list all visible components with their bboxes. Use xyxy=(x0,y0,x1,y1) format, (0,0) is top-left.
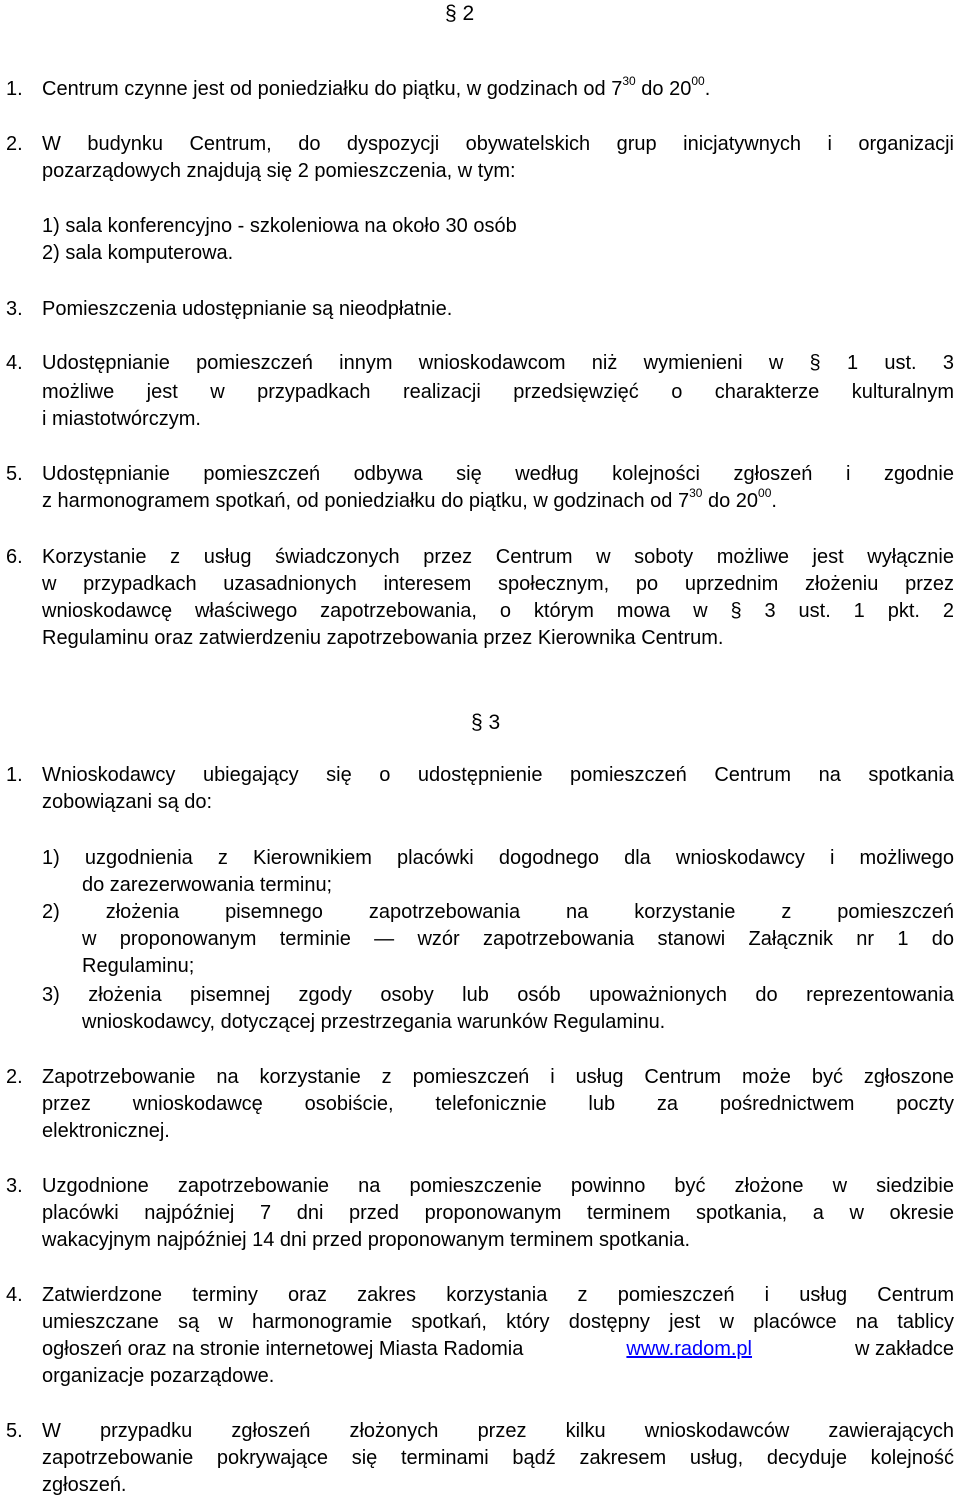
paragraph-line: Korzystanie z usług świadczonych przez Centrum w soboty możliwe jest wyłącznie xyxy=(42,546,954,568)
text-part: . xyxy=(704,78,711,100)
superscript: 30 xyxy=(689,486,703,501)
paragraph-line: Regulaminu oraz zatwierdzeniu zapotrzebowania przez Kierownika Centrum. xyxy=(42,627,724,649)
paragraph-line xyxy=(42,488,777,515)
text-part: w zakładce xyxy=(855,1338,954,1360)
list-item: 1) uzgodnienia z Kierownikiem placówki dogodnego dla wnioskodawcy i możliwego xyxy=(42,847,954,869)
paragraph-line: wnioskodawcę właściwego zapotrzebowania, o którym mowa w § 3 ust. 1 pkt. 2 xyxy=(42,600,954,622)
paragraph-number: 1. xyxy=(6,78,23,100)
list-item-continuation: w proponowanym terminie — wzór zapotrzebowania stanowi Załącznik nr 1 do xyxy=(82,928,954,950)
section-2-heading: § 2 xyxy=(445,2,475,25)
text-part: z harmonogramem spotkań, od poniedziałku do piątku, w godzinach od 7 xyxy=(42,490,690,512)
text-part: . xyxy=(771,490,777,512)
paragraph-number: 4. xyxy=(6,1284,23,1306)
section-3-heading: § 3 xyxy=(471,711,501,734)
paragraph-line: umieszczane są w harmonogramie spotkań, który dostępny jest w placówce na tablicy xyxy=(42,1311,954,1333)
paragraph-line: Pomieszczenia udostępnianie są nieodpłatnie. xyxy=(42,298,453,320)
paragraph-line: W budynku Centrum, do dyspozycji obywatelskich grup inicjatywnych i organizacji xyxy=(42,133,954,155)
text-part: ogłoszeń oraz na stronie internetowej Miasta Radomia xyxy=(42,1338,524,1360)
paragraph-line: Zapotrzebowanie na korzystanie z pomieszczeń i usług Centrum może być zgłoszone xyxy=(42,1066,954,1088)
paragraph-number: 5. xyxy=(6,1420,23,1442)
paragraph-line: Uzgodnione zapotrzebowanie na pomieszczenie powinno być złożone w siedzibie xyxy=(42,1175,954,1197)
paragraph-line: zobowiązani są do: xyxy=(42,791,213,813)
list-item-continuation: wnioskodawcy, dotyczącej przestrzegania warunków Regulaminu. xyxy=(82,1011,666,1033)
paragraph-number: 2. xyxy=(6,1066,23,1088)
paragraph-line: Udostępnianie pomieszczeń innym wnioskodawcom niż wymienieni w § 1 ust. 3 xyxy=(42,352,954,374)
paragraph-line: Udostępnianie pomieszczeń odbywa się według kolejności zgłoszeń i zgodnie xyxy=(42,463,954,485)
paragraph-number: 5. xyxy=(6,463,23,485)
paragraph-line: W przypadku zgłoszeń złożonych przez kilku wnioskodawców zawierających xyxy=(42,1420,954,1442)
list-item-continuation: Regulaminu; xyxy=(82,955,195,977)
paragraph-number: 2. xyxy=(6,133,23,155)
text-part: do 20 xyxy=(702,490,759,512)
paragraph-line: Wnioskodawcy ubiegający się o udostępnienie pomieszczeń Centrum na spotkania xyxy=(42,764,954,786)
paragraph-number: 3. xyxy=(6,298,23,320)
paragraph-line: organizacje pozarządowe. xyxy=(42,1365,275,1387)
text-part: Centrum czynne jest od poniedziałku do piątku, w godzinach od 7 xyxy=(42,78,623,100)
list-item: 2) sala komputerowa. xyxy=(42,242,234,264)
list-item-continuation: do zarezerwowania terminu; xyxy=(82,874,333,896)
paragraph-line: w przypadkach uzasadnionych interesem społecznym, po uprzednim złożeniu przez xyxy=(42,573,954,595)
superscript: 30 xyxy=(622,74,636,89)
text-part: do 20 xyxy=(635,78,692,100)
paragraph-number: 1. xyxy=(6,764,23,786)
paragraph-line xyxy=(42,1336,954,1363)
paragraph-text xyxy=(42,76,710,103)
radom-website-link[interactable]: www.radom.pl xyxy=(626,1338,753,1360)
superscript: 00 xyxy=(691,74,705,89)
paragraph-number: 4. xyxy=(6,352,23,374)
paragraph-line: możliwe jest w przypadkach realizacji przedsięwzięć o charakterze kulturalnym xyxy=(42,381,954,403)
paragraph-line: i miastotwórczym. xyxy=(42,408,201,430)
paragraph-number: 3. xyxy=(6,1175,23,1197)
paragraph-line: placówki najpóźniej 7 dni przed proponowanym terminem spotkania, a w okresie xyxy=(42,1202,954,1224)
paragraph-line: Zatwierdzone terminy oraz zakres korzystania z pomieszczeń i usług Centrum xyxy=(42,1284,954,1306)
list-item: 3) złożenia pisemnej zgody osoby lub osób upoważnionych do reprezentowania xyxy=(42,984,954,1006)
superscript: 00 xyxy=(758,486,772,501)
paragraph-line: przez wnioskodawcę osobiście, telefonicznie lub za pośrednictwem poczty xyxy=(42,1093,954,1115)
paragraph-line: pozarządowych znajdują się 2 pomieszczenia, w tym: xyxy=(42,160,516,182)
list-item: 2) złożenia pisemnego zapotrzebowania na korzystanie z pomieszczeń xyxy=(42,901,954,923)
paragraph-line: zapotrzebowanie pokrywające się terminami bądź zakresem usług, decyduje kolejność xyxy=(42,1447,954,1469)
paragraph-line: zgłoszeń. xyxy=(42,1474,127,1496)
paragraph-line: elektronicznej. xyxy=(42,1120,170,1142)
paragraph-number: 6. xyxy=(6,546,23,568)
paragraph-line: wakacyjnym najpóźniej 14 dni przed proponowanym terminem spotkania. xyxy=(42,1229,691,1251)
list-item: 1) sala konferencyjno - szkoleniowa na około 30 osób xyxy=(42,215,517,237)
